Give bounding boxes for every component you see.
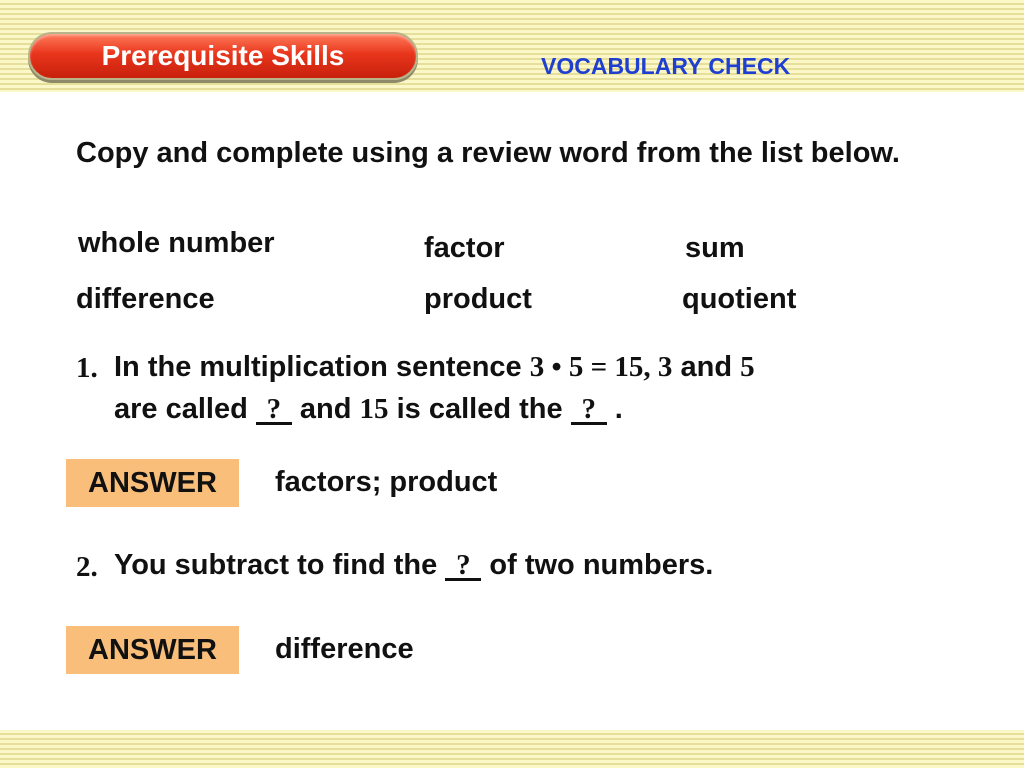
word-product: product — [424, 283, 532, 315]
question-1-blank-1: ? — [256, 396, 292, 425]
question-1-number-5: 5 — [740, 351, 755, 383]
question-1-line-2 — [114, 393, 623, 426]
question-1-line-1 — [114, 351, 755, 384]
footer-stripe-band — [0, 730, 1024, 768]
word-quotient: quotient — [682, 283, 797, 315]
word-whole-number: whole number — [78, 227, 275, 259]
question-2-text: You subtract to find the — [114, 549, 446, 581]
question-1-blank-2: ? — [571, 396, 607, 425]
tab-label: Prerequisite Skills — [101, 40, 345, 71]
question-2-line — [114, 549, 713, 582]
instructions: Copy and complete using a review word from the list below. — [76, 137, 900, 169]
question-1-number-15: 15 — [359, 393, 389, 425]
answer-1-text: factors; product — [275, 466, 498, 498]
word-factor: factor — [424, 232, 505, 264]
question-1-equation: 3 • 5 = 15, 3 — [529, 351, 673, 383]
section-title: VOCABULARY CHECK — [541, 53, 791, 79]
answer-badge-1: ANSWER — [66, 459, 239, 507]
question-2-blank: ? — [445, 552, 481, 581]
word-sum: sum — [685, 232, 745, 264]
prerequisite-skills-tab — [28, 32, 418, 80]
question-1-text: and — [291, 393, 360, 425]
question-1-text: are called — [114, 393, 256, 425]
question-1-text: and — [672, 351, 741, 383]
answer-2-text: difference — [275, 633, 414, 665]
question-2-number: 2. — [76, 551, 98, 583]
question-1-text: . — [606, 393, 623, 425]
question-2-text: of two numbers. — [481, 549, 714, 581]
question-1-number: 1. — [76, 352, 98, 384]
question-1-text: is called the — [388, 393, 571, 425]
word-difference: difference — [76, 283, 215, 315]
answer-badge-2: ANSWER — [66, 626, 239, 674]
question-1-text: In the multiplication sentence — [114, 351, 530, 383]
